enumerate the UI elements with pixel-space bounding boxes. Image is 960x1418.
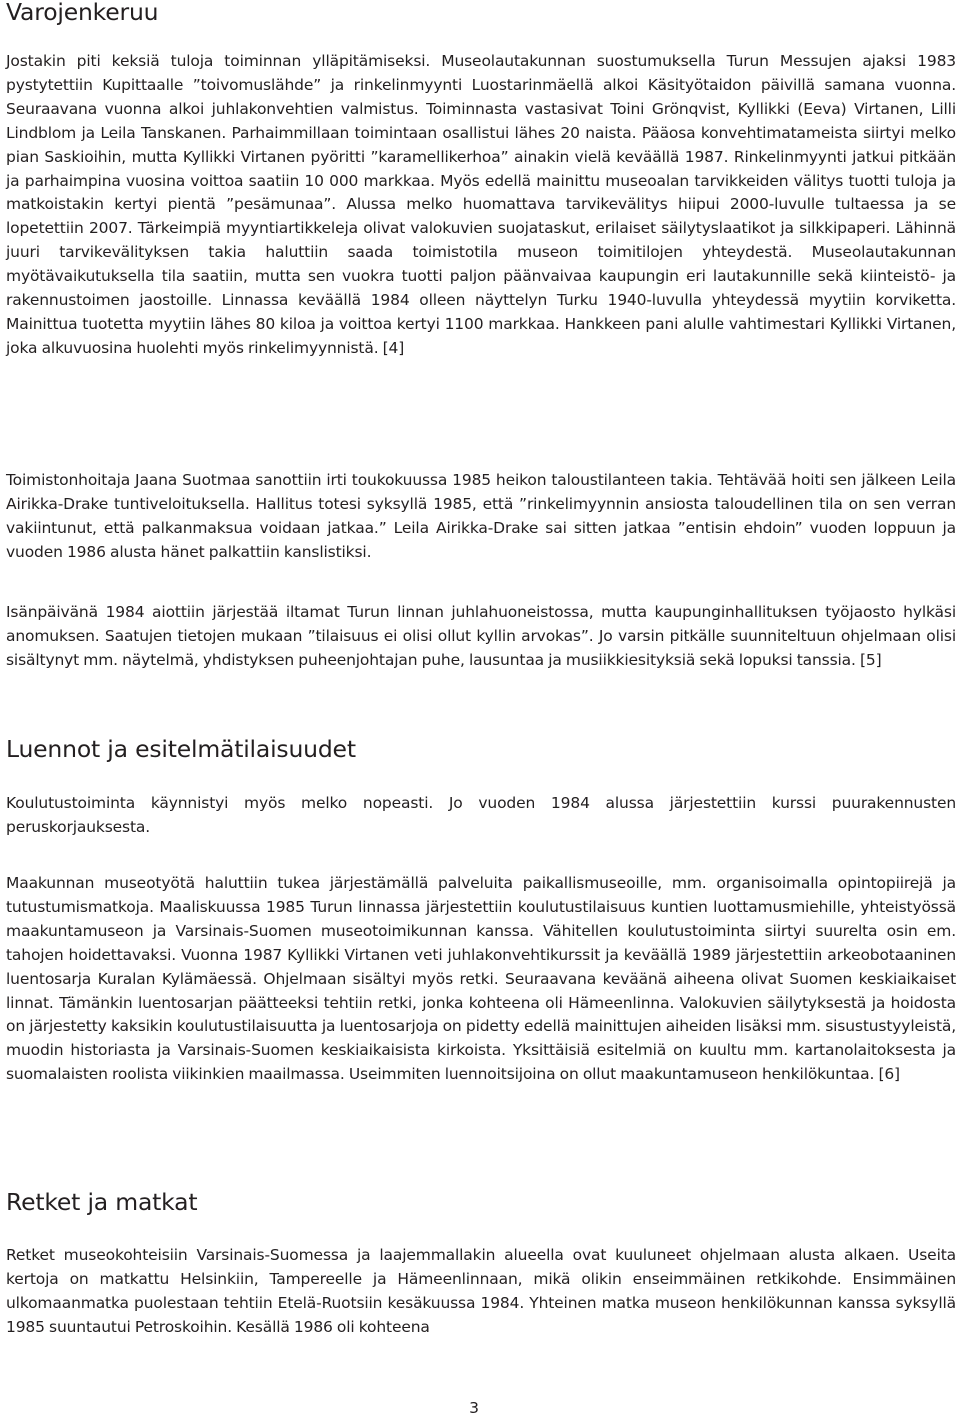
- section-heading-fundraising: Varojenkeruu: [6, 0, 159, 26]
- paragraph: Toimistonhoitaja Jaana Suotmaa sanottiin irti toukokuussa 1985 heikon taloustilanteen takia. Tehtävää hoiti sen jälkeen Leila Airikka-Drake tuntiveloituksella. Hallitus totesi syksyllä 1985, että ”rinkelimyynnin ansiosta taloudellinen tila on sen verran vakiintunut, että palkanmaksua voidaan jatkaa.” Leila Airikka-Drake sai sitten jatkaa ”entisin ehdoin” vuoden loppuun ja vuoden 1986 alusta hänet palkattiin kanslistiksi.: [6, 471, 956, 561]
- paragraph: Isänpäivänä 1984 aiottiin järjestää iltamat Turun linnan juhlahuoneistossa, mutta kaupunginhallituksen työjaosto hylkäsi anomuksen. Saatujen tietojen mukaan ”tilaisuus ei olisi ollut kyllin arvokas”. Jo varsin pitkälle suunniteltuun ohjelmaan olisi sisältynyt mm. näytelmä, yhdistyksen puheenjohtajan puhe, lausuntaa ja musiikkiesityksiä sekä lopuksi tanssia. [5]: [6, 603, 956, 669]
- paragraph: Koulutustoiminta käynnistyi myös melko nopeasti. Jo vuoden 1984 alussa järjestettiin kurssi puurakennusten peruskorjauksesta.: [6, 794, 956, 836]
- paragraph: Jostakin piti keksiä tuloja toiminnan ylläpitämiseksi. Museolautakunnan suostumuksella Turun Messujen ajaksi 1983 pystytettiin Kupittaalle ”toivomuslähde” ja rinkelinmyynti Luostarinmäellä alkoi Käsityötaidon päivillä samana vuonna. Seuraavana vuonna alkoi juhlakonvehtien valmistus. Toiminnasta vastasivat Toini Grönqvist, Kyllikki (Eeva) Virtanen, Lilli Lindblom ja Leila Tanskanen. Parhaimmillaan toimintaan osallistui lähes 20 naista. Pääosa konvehtimatameista siirtyi melko pian Saskioihin, mutta Kyllikki Virtanen pyöritti ”karamellikerhoa” ainakin vielä keväällä 1987. Rinkelinmyynti jatkui pitkään ja parhaimpina vuosina voittoa saatiin 10 000 markkaa. Myös edellä mainittu museoalan tarvikkeiden välitys tuotti tuloja ja matkoistakin kertyi pientä ”pesämunaa”. Alussa melko huomattava tarvikevälitys hiipui 2000-luvulle tultaessa ja se lopetettiin 2007. Tärkeimpiä myyntiartikkeleja olivat valokuvien suojataskut, erilaiset säilytyslaatikot ja silkkipaperi. Lähinnä juuri tarvikevälityksen takia haluttiin saada toimistotila museon toimitilojen yhteydestä. Museolautakunnan myötävaikutuksella tila saatiin, mutta sen vuokra tuotti paljon päänvaivaa kaupungin eri lautakunnille sekä kiinteistö- ja rakennustoimen jaostoille. Linnassa keväällä 1984 olleen näyttelyn Turku 1940-luvulla yhteydessä myytiin korviketta. Mainittua tuotetta myytiin lähes 80 kiloa ja voittoa kertyi 1100 markkaa. Hankkeen pani alulle vahtimestari Kyllikki Virtanen, joka alkuvuosina huolehti myös rinkelimyynnistä. [4]: [6, 52, 956, 357]
- page-number: 3: [469, 1399, 479, 1417]
- section-heading-lectures: Luennot ja esitelmätilaisuudet: [6, 735, 356, 763]
- paragraph: Retket museokohteisiin Varsinais-Suomessa ja laajemmallakin alueella ovat kuuluneet ohjelmaan alusta alkaen. Useita kertoja on matkattu Helsinkiin, Tampereelle ja Hämeenlinnaan, mikä olikin enseimmäinen retkikohde. Ensimmäinen ulkomaanmatka puolestaan tehtiin Etelä-Ruotsiin kesäkuussa 1984. Yhteinen matka museon henkilökunnan kanssa syksyllä 1985 suuntautui Petroskoihin. Kesällä 1986 oli kohteena: [6, 1246, 956, 1336]
- paragraph: Maakunnan museotyötä haluttiin tukea järjestämällä palveluita paikallismuseoille, mm. organisoimalla opintopiirejä ja tutustumismatkoja. Maaliskuussa 1985 Turun linnassa järjestettiin koulutustilaisuus kuntien luottamusmiehille, yhteistyössä maakuntamuseon ja Varsinais-Suomen museotoimikunnan kanssa. Vähitellen koulutustoiminta siirtyi suurelta osin em. tahojen hoidettavaksi. Vuonna 1987 Kyllikki Virtanen veti juhlakonvehtikurssit ja keväällä 1989 järjestettiin arkeobotaaninen luentosarja Kuralan Kylämäessä. Ohjelmaan sisältyi myös retki. Seuraavana keväänä aiheena olivat Suomen keskiaikaiset linnat. Tämänkin luentosarjan päätteeksi tehtiin retki, jonka kohteena oli Hämeenlinna. Valokuvien säilytyksestä ja hoidosta on järjestetty kaksikin koulutustilaisuutta ja luentosarjoja on pidetty edellä mainittujen aiheiden lisäksi mm. sisustustyyleistä, muodin historiasta ja Varsinais-Suomen keskiaikaisista kirkoista. Yksittäisiä esitelmiä on kuultu mm. kartanolaitoksesta ja suomalaisten roolista viikinkien maailmassa. Useimmiten luennoitsijoina on ollut maakuntamuseon henkilökuntaa. [6]: [6, 874, 956, 1084]
- section-heading-trips: Retket ja matkat: [6, 1188, 198, 1216]
